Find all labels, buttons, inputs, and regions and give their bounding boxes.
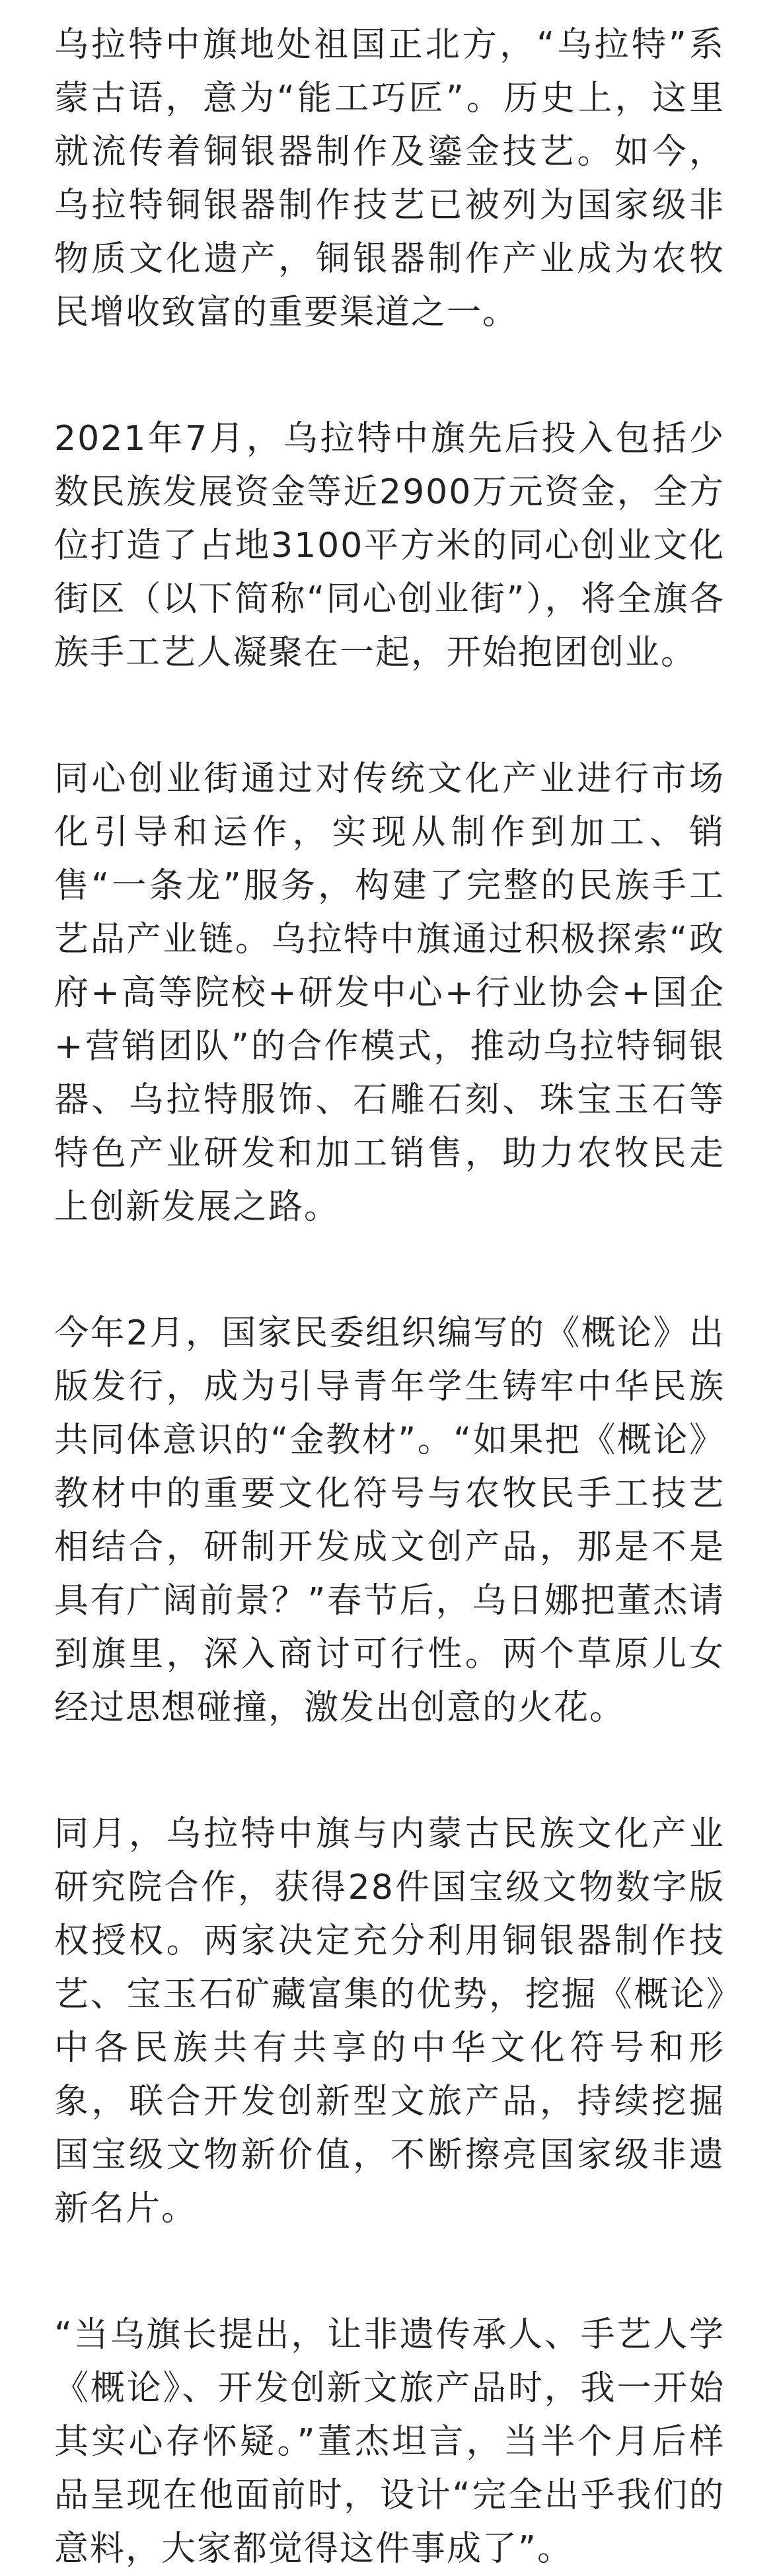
article-paragraph-4: 今年2月，国家民委组织编写的《概论》出版发行，成为引导青年学生铸牢中华民族共同体意识的“金教材”。“如果把《概论》教材中的重要文化符号与农牧民手工技艺相结合，研制开发成文创产品，那是不是具有广阔前景？”春节后，乌日娜把董杰请到旗里，深入商讨可行性。两个草原儿女经过思想碰撞，激发出创意的火花。: [54, 1313, 725, 1728]
article-paragraph-2: 2021年7月，乌拉特中旗先后投入包括少数民族发展资金等近2900万元资金，全方位打造了占地3100平方米的同心创业文化街区（以下简称“同心创业街”），将全旗各族手工艺人凝聚在一起，开始抱团创业。: [54, 419, 725, 673]
article-paragraph-5: 同月，乌拉特中旗与内蒙古民族文化产业研究院合作，获得28件国宝级文物数字版权授权。两家决定充分利用铜银器制作技艺、宝玉石矿藏富集的优势，挖掘《概论》中各民族共有共享的中华文化符号和形象，联合开发创新型文旅产品，持续挖掘国宝级文物新价值，不断擦亮国家级非遗新名片。: [54, 1814, 725, 2228]
article-paragraph-1: 乌拉特中旗地处祖国正北方，“乌拉特”系蒙古语，意为“能工巧匠”。历史上，这里就流传着铜银器制作及鎏金技艺。如今，乌拉特铜银器制作技艺已被列为国家级非物质文化遗产，铜银器制作产业成为农牧民增收致富的重要渠道之一。: [54, 25, 725, 332]
article-paragraph-6: “当乌旗长提出，让非遗传承人、手艺人学《概论》、开发创新文旅产品时，我一开始其实心存怀疑。”董杰坦言，当半个月后样品呈现在他面前时，设计“完全出乎我们的意料，大家都觉得这件事成了”。: [54, 2315, 725, 2569]
article-paragraph-3: 同心创业街通过对传统文化产业进行市场化引导和运作，实现从制作到加工、销售“一条龙”服务，构建了完整的民族手工艺品产业链。乌拉特中旗通过积极探索“政府+高等院校+研发中心+行业协会+国企+营销团队”的合作模式，推动乌拉特铜银器、乌拉特服饰、石雕石刻、珠宝玉石等特色产业研发和加工销售，助力农牧民走上创新发展之路。: [54, 759, 725, 1227]
